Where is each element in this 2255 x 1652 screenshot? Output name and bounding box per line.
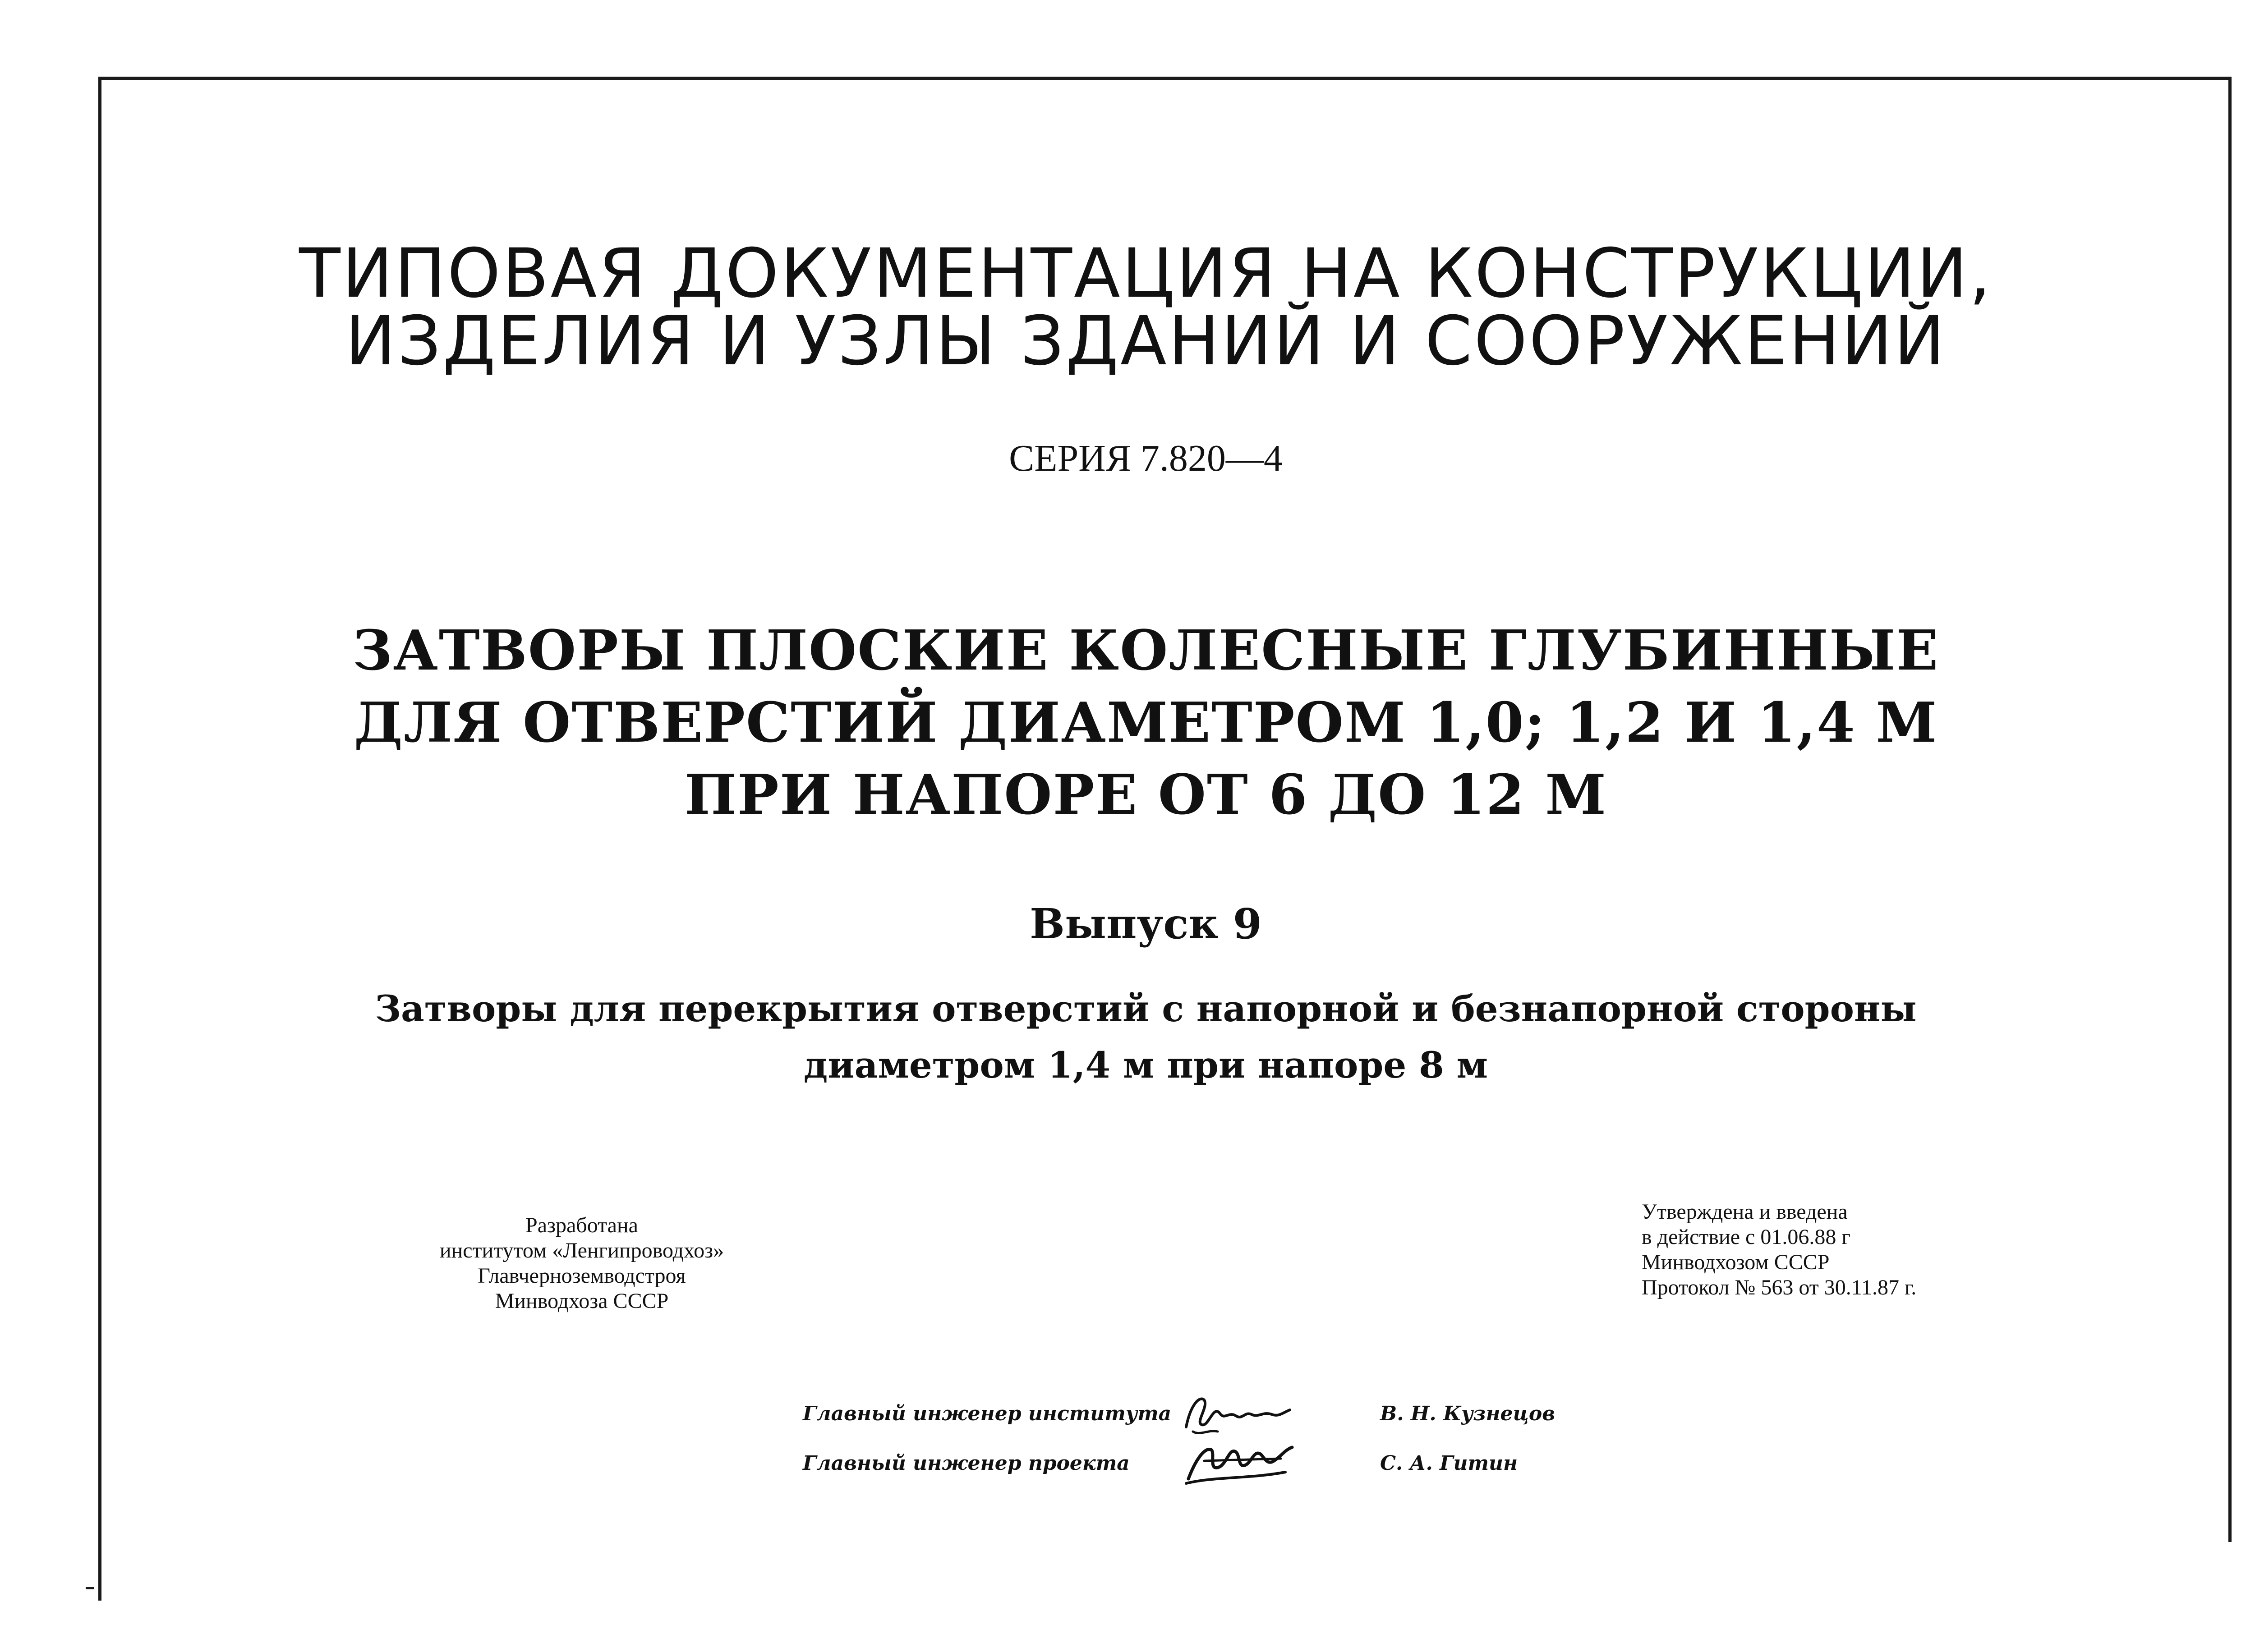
approval-line: Протокол № 563 от 30.11.87 г. [1642,1276,1917,1299]
frame-left-tick [86,1587,94,1589]
subject-line2: ДЛЯ ОТВЕРСТИЙ ДИАМЕТРОМ 1,0; 1,2 И 1,4 М [354,690,1938,755]
subject-line1: ЗАТВОРЫ ПЛОСКИЕ КОЛЕСНЫЕ ГЛУБИННЫЕ [352,618,1939,683]
approval-line: Утверждена и введена [1642,1200,1848,1224]
document-title-line2: ИЗДЕЛИЯ И УЗЛЫ ЗДАНИЙ И СООРУЖЕНИЙ [345,302,1947,381]
signature-name-project: С. А. Гитин [1380,1452,1518,1475]
issue-description-line2: диаметром 1,4 м при напоре 8 м [803,1044,1488,1086]
series-number: СЕРИЯ 7.820—4 [1009,437,1283,479]
handwritten-signature-kuznetsov [1177,1386,1294,1441]
signature-name-institute: В. Н. Кузнецов [1380,1402,1555,1425]
approval-block [1642,1199,1916,1300]
issue-description-line1: Затворы для перекрытия отверстий с напорной и безнапорной стороны [375,987,1917,1030]
frame-top-border [98,77,2232,80]
signature-role-project: Главный инженер проекта [803,1452,1130,1475]
document-title-line1: ТИПОВАЯ ДОКУМЕНТАЦИЯ НА КОНСТРУКЦИИ, [299,234,1993,313]
subject-line3: ПРИ НАПОРЕ ОТ 6 ДО 12 М [684,762,1607,827]
developer-line: Главчерноземводстроя [478,1264,686,1288]
approval-line: Минводхозом СССР [1642,1250,1830,1274]
approval-line: в действие с 01.06.88 г [1642,1225,1851,1249]
issue-label: Выпуск 9 [1030,899,1262,948]
signature-role-institute: Главный инженер института [803,1402,1172,1425]
developer-block [352,1213,812,1314]
developer-line: Минводхоза СССР [495,1289,669,1313]
developer-line: институтом «Ленгипроводхоз» [439,1239,724,1262]
developer-line: Разработана [525,1213,638,1237]
handwritten-signature-gitin [1177,1434,1303,1492]
